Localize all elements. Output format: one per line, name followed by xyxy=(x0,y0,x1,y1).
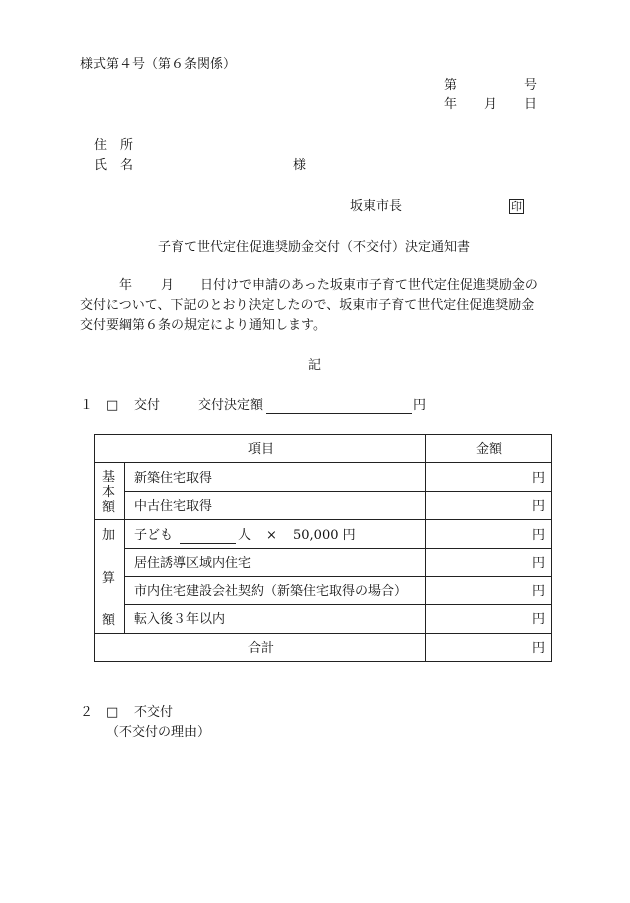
seal-text: 印 xyxy=(511,200,522,213)
add-label-char-3: 額 xyxy=(102,613,116,628)
children-unit: 人 xyxy=(238,528,252,543)
basic-row-new-house-yen: 円 xyxy=(532,471,546,486)
basic-row-used-house: 中古住宅取得 xyxy=(134,499,213,514)
date-day: 日 xyxy=(524,97,538,112)
body-line3: 交付要綱第６条の規定により通知します。 xyxy=(80,318,326,333)
table-header-amount: 金額 xyxy=(476,442,503,457)
issuer: 坂東市長 xyxy=(350,199,403,214)
basic-label-char-3: 額 xyxy=(102,500,116,515)
body-year: 年 xyxy=(119,278,133,293)
item1-label: 交付 xyxy=(134,398,161,413)
children-count-field[interactable] xyxy=(180,528,236,544)
table-header-item: 項目 xyxy=(248,442,275,457)
children-row-yen: 円 xyxy=(532,528,546,543)
basic-label-char-2: 本 xyxy=(102,485,116,500)
item1-amount-label: 交付決定額 xyxy=(198,398,264,413)
item1-amount-field[interactable] xyxy=(266,398,412,414)
basic-row-used-house-yen: 円 xyxy=(532,499,546,514)
item2-number: ２ xyxy=(80,705,94,720)
item2-label: 不交付 xyxy=(134,705,174,720)
add-row-residence-zone: 居住誘導区域内住宅 xyxy=(134,556,252,571)
honorific: 様 xyxy=(293,158,307,173)
doc-no-suffix: 号 xyxy=(524,78,538,93)
body-line1: 日付けで申請のあった坂東市子育て世代定住促進奨励金の xyxy=(200,278,538,293)
add-row-local-builder-yen: 円 xyxy=(532,584,546,599)
address-label: 住 所 xyxy=(94,138,134,153)
item2-reason-label: （不交付の理由） xyxy=(106,725,211,740)
add-row-local-builder: 市内住宅建設会社契約（新築住宅取得の場合） xyxy=(134,584,408,599)
date-year: 年 xyxy=(444,97,458,112)
body-line2: 交付について、下記のとおり決定したので、坂東市子育て世代定住促進奨励金 xyxy=(80,298,535,313)
add-label-char-1: 加 xyxy=(102,528,116,543)
form-number: 様式第４号（第６条関係） xyxy=(80,57,237,72)
item2-checkbox[interactable]: □ xyxy=(106,705,119,720)
item1-number: １ xyxy=(80,398,94,413)
date-month: 月 xyxy=(484,97,498,112)
children-amount: 50,000 円 xyxy=(293,528,356,543)
add-row-residence-zone-yen: 円 xyxy=(532,556,546,571)
item1-checkbox[interactable]: □ xyxy=(106,398,119,413)
basic-row-new-house: 新築住宅取得 xyxy=(134,471,213,486)
body-month: 月 xyxy=(161,278,175,293)
doc-no-prefix: 第 xyxy=(444,78,458,93)
children-times: × xyxy=(266,528,277,543)
seal-mark xyxy=(509,199,524,215)
ki-label: 記 xyxy=(308,358,322,373)
item1-unit: 円 xyxy=(413,398,427,413)
document-title: 子育て世代定住促進奨励金交付（不交付）決定通知書 xyxy=(158,240,471,255)
add-row-within-3-years-yen: 円 xyxy=(532,612,546,627)
total-yen: 円 xyxy=(532,641,546,656)
add-label-char-2: 算 xyxy=(102,571,116,586)
name-label: 氏 名 xyxy=(94,158,134,173)
basic-label-char-1: 基 xyxy=(102,470,116,485)
total-label: 合計 xyxy=(248,641,275,656)
children-prefix: 子ども xyxy=(134,528,174,543)
add-row-within-3-years: 転入後３年以内 xyxy=(134,612,226,627)
